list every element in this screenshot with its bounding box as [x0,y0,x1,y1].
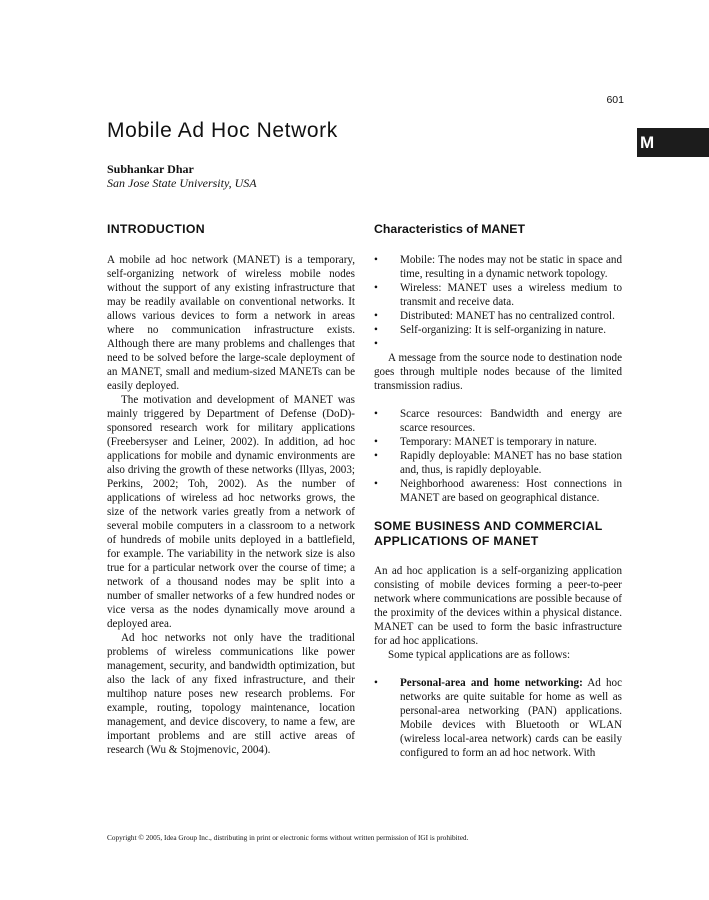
intro-paragraph-2: The motivation and development of MANET was mainly triggered by Department of Defense (DoD)-sponsored research work for military applications (Freebersyser and Leiner, 2002). In addition, ad hoc applications for mobile and dynamic environments are also driving the growth of these networks (Illyas, 2003; Perkins, 2002; Toh, 2002). As the number of applications of wireless ad hoc networks grows, the size of the network varies greatly from a network of several mobile computers in a classroom to a network of hundreds of mobile units deployed in a battlefield, for example. The variability in the network size is also true for a particular network over the course of time; a network of a thousand nodes may be split into a number of smaller networks of a few hundred nodes or vice versa as the nodes dynamically move around a deployed area. [107,393,355,630]
author-affiliation: San Jose State University, USA [107,176,257,190]
bullet-glyph: • [374,281,378,294]
bullet-glyph: • [374,477,378,490]
list-item: • Self-organizing: It is self-organizing in nature. [374,323,607,336]
copyright-notice: Copyright © 2005, Idea Group Inc., distributing in print or electronic forms without written permission of IGI is prohibited. [107,833,469,842]
characteristics-list-2 [374,407,622,505]
multihop-paragraph: A message from the source node to destination node goes through multiple nodes because of the limited transmission radius. [374,351,622,392]
applications-list [374,676,622,760]
bullet-glyph: • [374,323,378,336]
list-item: • Distributed: MANET has no centralized control. [374,309,615,322]
intro-paragraph-1: A mobile ad hoc network (MANET) is a temporary, self-organizing network of wireless mobile nodes without the support of any existing infrastructure that may be readily available on conventional networks. It allows various devices to form a network in areas where no communication infrastructure exists. Although there are many problems and challenges that need to be solved before the large-scale deployment of an MANET, small and medium-sized MANETs can be easily deployed. [107,253,355,392]
right-column [374,222,622,760]
applications-paragraph: An ad hoc application is a self-organizing application consisting of mobile devices forming a peer-to-peer network where communications are possible because of the proximity of the devices within a physical distance. MANET can be used to form the basic infrastructure for ad hoc applications. [374,564,622,647]
bullet-glyph: • [374,337,378,350]
bullet-glyph: • [374,407,378,420]
author-name: Subhankar Dhar [107,162,194,176]
applications-intro: Some typical applications are as follows: [388,648,571,661]
intro-paragraph-3: Ad hoc networks not only have the traditional problems of wireless communications like power management, security, and bandwidth optimization, but also the lack of any fixed infrastructure, and their multihop nature poses new research problems. For example, routing, topology maintenance, location management, and device discovery, to name a few, are important problems and are still active areas of research (Wu & Stojmenovic, 2004). [107,631,355,756]
list-item: • Scarce resources: Bandwidth and energy are scarce resources. [374,407,622,434]
list-item: • Neighborhood awareness: Host connections in MANET are based on geographical distance. [374,477,622,504]
list-item-lead: Personal-area and home networking: [400,676,583,689]
list-item: • Temporary: MANET is temporary in nature. [374,435,597,448]
characteristics-list-1 [374,253,622,351]
characteristics-heading: Characteristics of MANET [374,222,526,236]
left-column [107,222,355,757]
bullet-glyph: • [374,309,378,322]
bullet-glyph: • [374,449,378,462]
list-item: • Rapidly deployable: MANET has no base station and, thus, is rapidly deployable. [374,449,622,476]
bullet-glyph: • [374,253,378,266]
bullet-glyph: • [374,676,378,689]
page-number: 601 [606,94,624,106]
list-item [374,337,622,351]
list-item-text: Ad hoc networks are quite suitable for home as well as personal-area networking (PAN) applications. Mobile devices with Bluetooth or WLAN (wireless local-area network) cards can be easily configured to form an ad hoc network. With [400,676,622,759]
section-tab: M [637,128,709,157]
list-item: • Wireless: MANET uses a wireless medium to transmit and receive data. [374,281,622,308]
list-item [374,676,622,760]
applications-heading: SOME BUSINESS AND COMMERCIAL APPLICATIONS OF MANET [374,518,603,548]
article-title: Mobile Ad Hoc Network [107,119,338,142]
list-item: • Mobile: The nodes may not be static in space and time, resulting in a dynamic network topology. [374,253,622,280]
bullet-glyph: • [374,435,378,448]
introduction-heading: INTRODUCTION [107,222,205,236]
